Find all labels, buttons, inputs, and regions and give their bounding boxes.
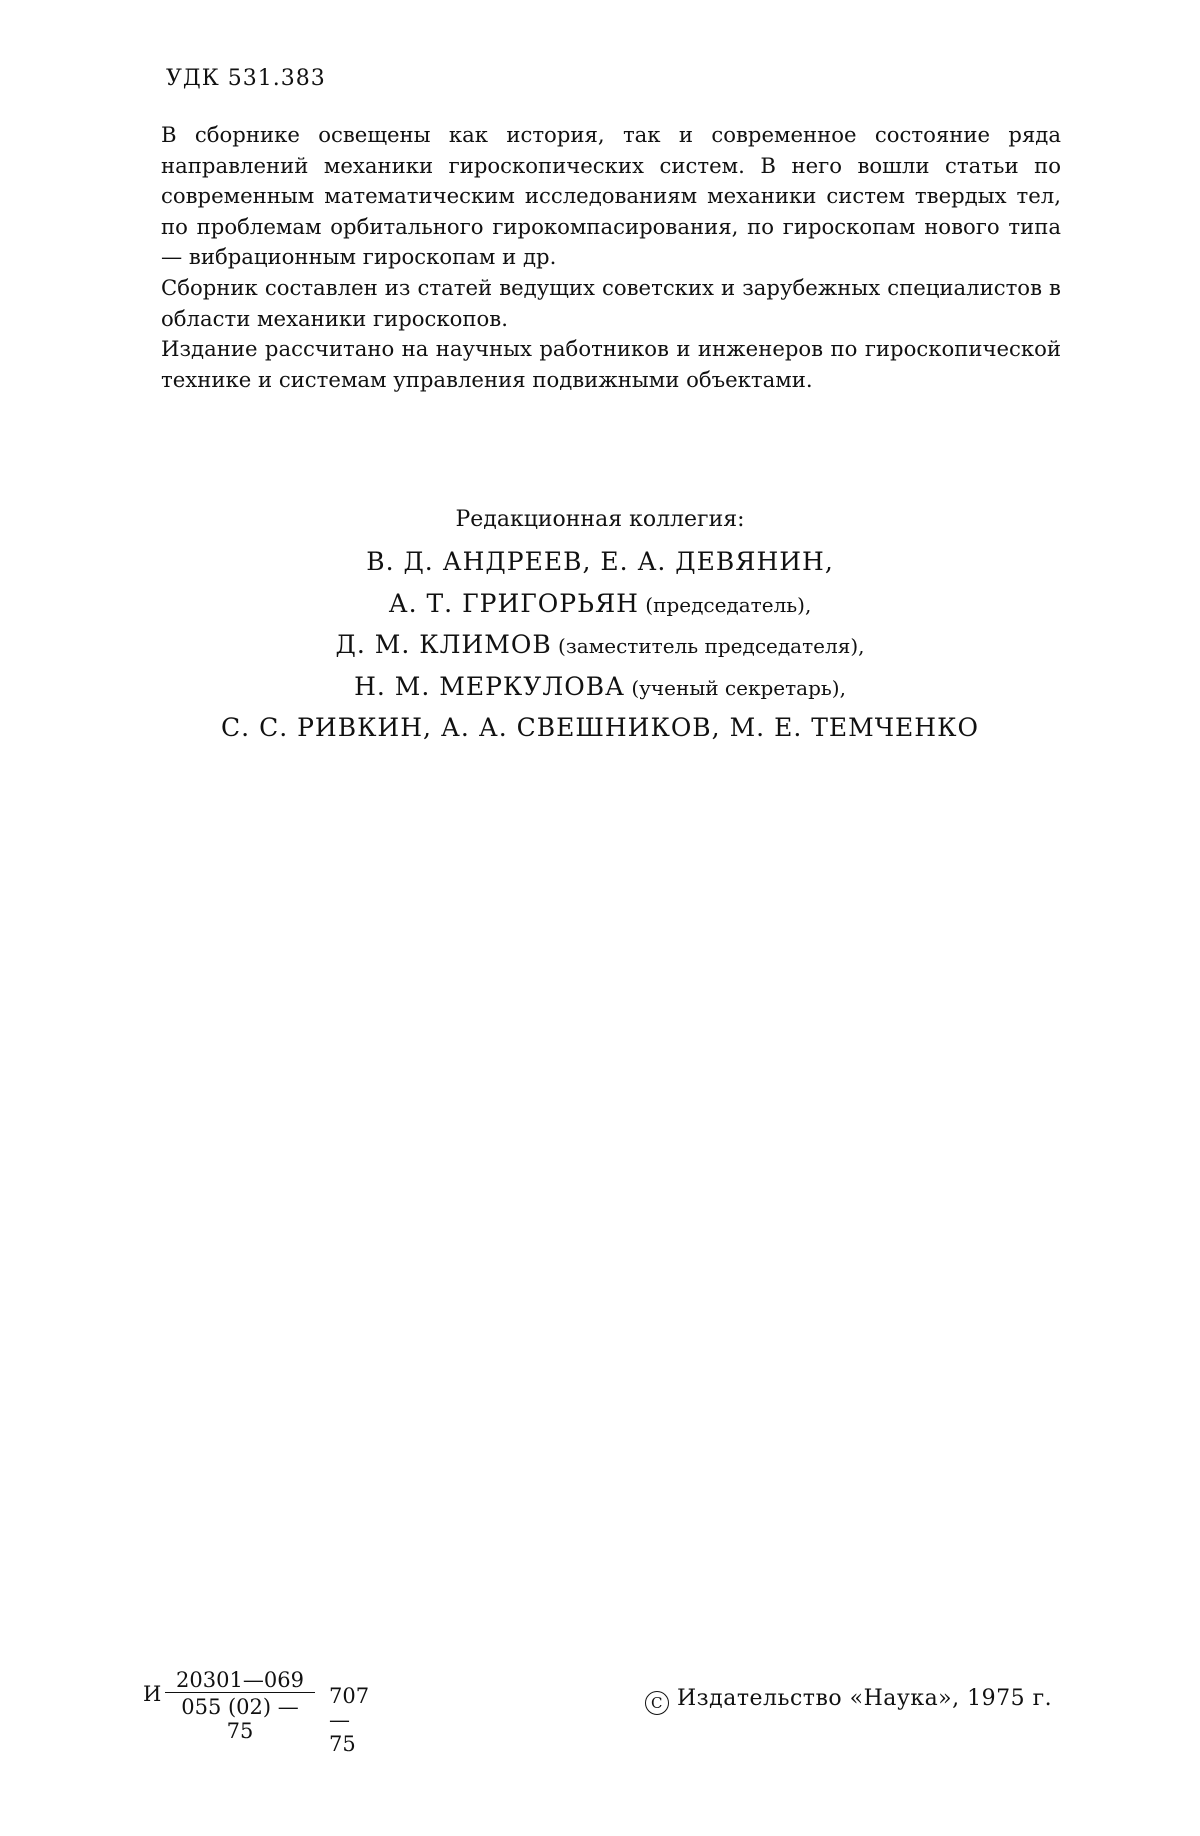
annotation-paragraph: В сборнике освещены как история, так и современное состояние ряда направлений механики гироскопических систем. В него вошли статьи по современным математическим исследованиям механики систем твердых тел, по проблемам орбитального гирокомпасирования, по гироскопам нового типа — вибрационным гироскопам и др. <box>161 122 1061 270</box>
annotation-paragraph: Сборник составлен из статей ведущих советских и зарубежных специалистов в области механики гироскопов. <box>161 274 1061 331</box>
member-role: (ученый секретарь), <box>625 675 846 700</box>
udk-code: УДК 531.383 <box>166 66 326 91</box>
copyright-notice <box>645 1686 1052 1715</box>
editorial-board-line <box>0 667 1200 709</box>
index-numerator: 20301—069 <box>176 1668 304 1692</box>
editorial-board-line <box>0 584 1200 626</box>
annotation-paragraph: Издание рассчитано на научных работников и инженеров по гироскопической технике и системам управления подвижными объектами. <box>161 336 1061 392</box>
index-letter: И <box>143 1682 162 1706</box>
annotation <box>161 120 1061 395</box>
index-denominator: 055 (02) — 75 <box>165 1692 315 1743</box>
editorial-board-line <box>0 708 1200 750</box>
member-role: (председатель), <box>638 592 812 617</box>
copyright-text: Издательство «Наука», 1975 г. <box>677 1686 1053 1711</box>
index-suffix: 707—75 <box>329 1684 370 1756</box>
member-names: В. Д. АНДРЕЕВ, Е. А. ДЕВЯНИН, <box>366 547 834 576</box>
copyright-icon: С <box>645 1691 669 1715</box>
member-names: А. Т. ГРИГОРЬЯН <box>388 588 639 618</box>
editorial-board-heading: Редакционная коллегия: <box>455 507 745 532</box>
index-fraction <box>165 1668 315 1743</box>
member-role: (заместитель председателя), <box>551 634 865 658</box>
member-names: С. С. РИВКИН, А. А. СВЕШНИКОВ, М. Е. ТЕМЧЕНКО <box>221 713 979 742</box>
member-names: Д. М. КЛИМОВ <box>335 630 552 659</box>
editorial-board-line <box>0 625 1200 667</box>
editorial-board <box>0 505 1200 750</box>
member-names: Н. М. МЕРКУЛОВА <box>354 671 625 701</box>
editorial-board-line <box>0 542 1200 584</box>
